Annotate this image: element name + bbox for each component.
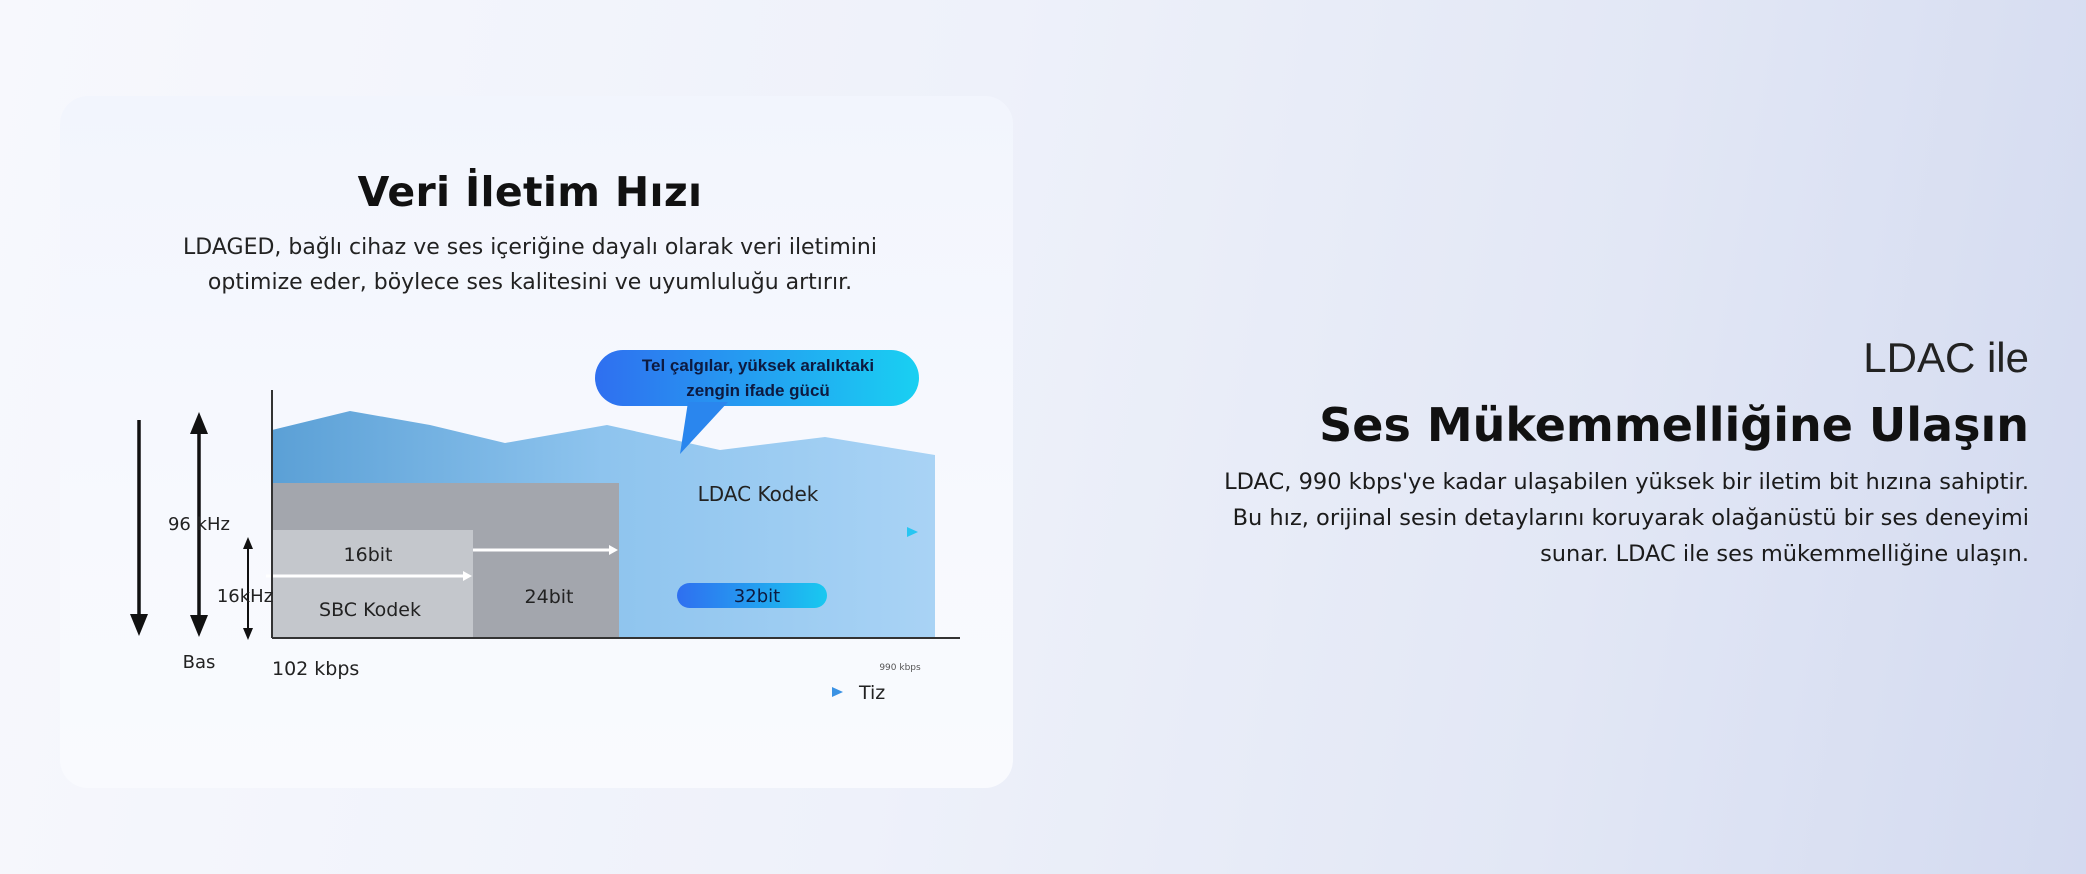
headline-body [1029, 464, 2029, 572]
bit24-label: 24bit [524, 586, 574, 608]
headline-body-line: sunar. LDAC ile ses mükemmelliğine ulaşın. [1540, 541, 2029, 567]
low-sample-rate-label: 16kHz [216, 586, 274, 607]
headline-title: Ses Mükemmelliğine Ulaşın [1319, 398, 2029, 452]
headline-body-line: Bu hız, orijinal sesin detaylarını koruyarak olağanüstü bir ses deneyimi [1232, 505, 2029, 531]
treble-label: Tiz [859, 682, 886, 704]
card-title: Veri İletim Hızı [357, 168, 703, 216]
callout-line: Tel çalgılar, yüksek aralıktaki [641, 356, 875, 375]
high-sample-rate-label: 96 kHz [167, 514, 231, 535]
bitrate-diagram [0, 0, 1013, 874]
card-description-line: optimize eder, böylece ses kalitesini ve uyumluluğu artırır. [207, 270, 853, 295]
high-rate-arrowhead-up [190, 412, 208, 434]
sbc-codec-label: SBC Kodek [319, 599, 421, 621]
bitrate-start-label: 102 kbps [272, 658, 360, 680]
bass-down-arrowhead [130, 614, 148, 636]
bitrate-end-label: 990 kbps [879, 663, 921, 673]
high-rate-arrowhead-down [190, 615, 208, 637]
bass-label: Bas [182, 652, 216, 673]
card-description-line: LDAGED, bağlı cihaz ve ses içeriğine dayalı olarak veri iletimini [183, 235, 877, 260]
headline-line1: LDAC ile [1863, 334, 2029, 381]
low-rate-arrowhead-down [243, 628, 253, 640]
bit16-label: 16bit [343, 544, 393, 566]
headline-body-line: LDAC, 990 kbps'ye kadar ulaşabilen yüksek bir iletim bit hızına sahiptir. [1224, 469, 2029, 495]
treble-arrowhead [832, 687, 843, 697]
ldac-codec-label: LDAC Kodek [697, 482, 819, 506]
low-rate-arrowhead-up [243, 537, 253, 549]
bit32-label: 32bit [733, 586, 781, 607]
headline-block [1029, 326, 2029, 572]
callout-line: zengin ifade gücü [686, 381, 830, 400]
